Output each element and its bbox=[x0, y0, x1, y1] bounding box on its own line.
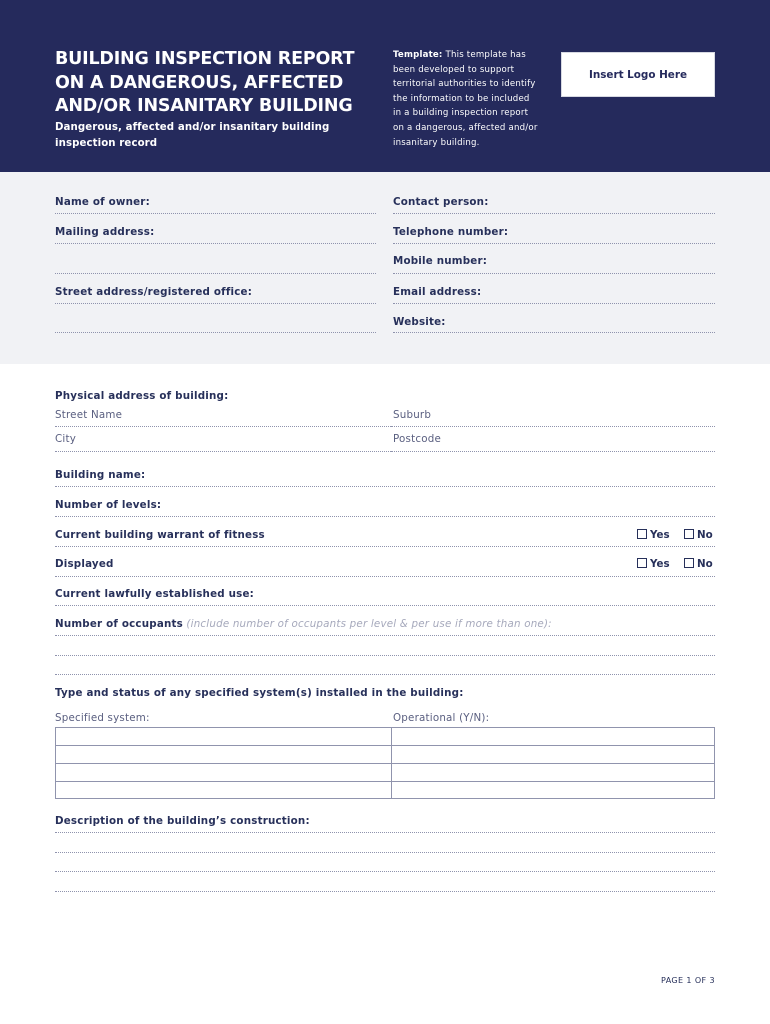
template-note bbox=[393, 48, 553, 150]
street-name-hint: Street Name bbox=[55, 409, 123, 421]
title-line-1: BUILDING INSPECTION REPORT bbox=[55, 49, 355, 69]
template-line-7: insanitary building. bbox=[393, 137, 480, 148]
template-line-6: on a dangerous, affected and/or bbox=[393, 122, 538, 133]
street-address-field-2[interactable] bbox=[55, 332, 376, 333]
displayed-no-option[interactable] bbox=[684, 558, 713, 570]
template-line-4: the information to be included bbox=[393, 93, 530, 104]
wof-no-label: No bbox=[697, 529, 713, 541]
warrant-divider bbox=[55, 546, 715, 547]
wof-no-option[interactable] bbox=[684, 529, 713, 541]
occupants-note: (include number of occupants per level & per use if more than one): bbox=[182, 618, 552, 630]
displayed-no-label: No bbox=[697, 558, 713, 570]
subtitle-line-2: inspection record bbox=[55, 137, 158, 149]
building-name-label: Building name: bbox=[55, 469, 146, 481]
wof-yes-checkbox[interactable] bbox=[637, 529, 647, 539]
document-subtitle bbox=[55, 120, 355, 151]
wof-yes-option[interactable] bbox=[637, 529, 670, 541]
physical-address-label: Physical address of building: bbox=[55, 390, 229, 402]
telephone-number-field[interactable] bbox=[393, 243, 715, 244]
construction-field-1[interactable] bbox=[55, 832, 715, 833]
template-line-5: in a building inspection report bbox=[393, 108, 529, 119]
street-address-label: Street address/registered office: bbox=[55, 286, 253, 298]
construction-field-3[interactable] bbox=[55, 871, 715, 872]
displayed-divider bbox=[55, 576, 715, 577]
occupants-field-3[interactable] bbox=[55, 674, 715, 675]
displayed-no-checkbox[interactable] bbox=[684, 558, 694, 568]
systems-table-row-divider-3 bbox=[55, 781, 715, 782]
mobile-number-field[interactable] bbox=[393, 273, 715, 274]
title-line-2: ON A DANGEROUS, AFFECTED bbox=[55, 72, 344, 93]
template-line-1: This template has bbox=[442, 50, 526, 60]
construction-field-4[interactable] bbox=[55, 891, 715, 892]
systems-table-row-divider-2 bbox=[55, 763, 715, 764]
operational-header: Operational (Y/N): bbox=[393, 712, 490, 724]
suburb-field[interactable] bbox=[391, 426, 715, 427]
city-field[interactable] bbox=[55, 451, 391, 452]
specified-system-header: Specified system: bbox=[55, 712, 150, 724]
postcode-hint: Postcode bbox=[393, 433, 441, 445]
displayed-yes-label: Yes bbox=[650, 558, 670, 570]
city-hint: City bbox=[55, 433, 76, 445]
mailing-address-label: Mailing address: bbox=[55, 226, 155, 238]
name-of-owner-label: Name of owner: bbox=[55, 196, 150, 208]
occupants-field[interactable] bbox=[55, 635, 715, 636]
mobile-number-label: Mobile number: bbox=[393, 255, 488, 267]
logo-placeholder[interactable]: Insert Logo Here bbox=[561, 52, 715, 97]
occupants-label-text: Number of occupants bbox=[55, 618, 183, 630]
telephone-number-label: Telephone number: bbox=[393, 226, 509, 238]
wof-no-checkbox[interactable] bbox=[684, 529, 694, 539]
building-name-field[interactable] bbox=[55, 486, 715, 487]
suburb-hint: Suburb bbox=[393, 409, 432, 421]
template-line-3: territorial authorities to identify bbox=[393, 79, 536, 90]
construction-heading: Description of the building’s construction: bbox=[55, 815, 310, 827]
wof-yes-label: Yes bbox=[650, 529, 670, 541]
construction-field-2[interactable] bbox=[55, 852, 715, 853]
email-address-field[interactable] bbox=[393, 303, 715, 304]
occupants-field-2[interactable] bbox=[55, 655, 715, 656]
subtitle-line-1: Dangerous, affected and/or insanitary building bbox=[55, 122, 330, 133]
website-field[interactable] bbox=[393, 332, 715, 333]
name-of-owner-field[interactable] bbox=[55, 213, 376, 214]
displayed-yes-option[interactable] bbox=[637, 558, 670, 570]
number-of-levels-label: Number of levels: bbox=[55, 499, 162, 511]
street-address-field[interactable] bbox=[55, 303, 376, 304]
occupants-label bbox=[55, 618, 552, 630]
website-label: Website: bbox=[393, 316, 446, 328]
systems-heading: Type and status of any specified system(s) installed in the building: bbox=[55, 687, 464, 699]
page-number: PAGE 1 OF 3 bbox=[660, 976, 715, 985]
title-line-3: AND/OR INSANITARY BUILDING bbox=[55, 96, 353, 116]
mailing-address-field-2[interactable] bbox=[55, 273, 376, 274]
contact-person-label: Contact person: bbox=[393, 196, 489, 208]
lawful-use-field[interactable] bbox=[55, 605, 715, 606]
document-title bbox=[55, 48, 385, 119]
displayed-yes-checkbox[interactable] bbox=[637, 558, 647, 568]
systems-table-row-divider-1 bbox=[55, 745, 715, 746]
mailing-address-field[interactable] bbox=[55, 243, 376, 244]
contact-person-field[interactable] bbox=[393, 213, 715, 214]
postcode-field[interactable] bbox=[391, 451, 715, 452]
email-address-label: Email address: bbox=[393, 286, 482, 298]
warrant-of-fitness-label: Current building warrant of fitness bbox=[55, 529, 265, 541]
number-of-levels-field[interactable] bbox=[55, 516, 715, 517]
lawful-use-label: Current lawfully established use: bbox=[55, 588, 254, 600]
template-label: Template: bbox=[393, 50, 443, 60]
street-name-field[interactable] bbox=[55, 426, 391, 427]
template-line-2: been developed to support bbox=[393, 64, 515, 75]
displayed-label: Displayed bbox=[55, 558, 114, 570]
